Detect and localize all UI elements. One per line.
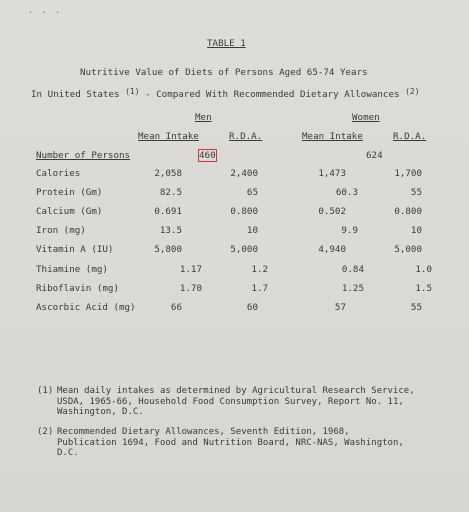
persons-men-value: 460 xyxy=(199,150,216,161)
row-label: Protein (Gm) xyxy=(36,187,103,199)
footnote-2-text: Recommended Dietary Allowances, Seventh Edition, 1968, Publication 1694, Food and Nutrition Board, NRC-NAS, Washington, D.C. xyxy=(57,427,404,458)
cell-men-mean: 5,800 xyxy=(154,244,182,256)
row-label: Riboflavin (mg) xyxy=(36,282,119,294)
cell-men-mean: 82.5 xyxy=(159,187,182,199)
cell-men-mean: 66 xyxy=(170,301,182,313)
footnote-ref-2: (2) xyxy=(405,87,420,96)
column-header-women-rda: R.D.A. xyxy=(393,131,427,142)
row-label: Calories xyxy=(36,168,81,179)
cell-women-mean: 4,940 xyxy=(318,244,346,256)
row-label: Calcium (Gm) xyxy=(36,206,103,218)
cell-women-rda: 5,000 xyxy=(394,244,422,256)
cell-men-rda: 10 xyxy=(246,225,258,237)
cell-women-rda: 1,700 xyxy=(394,168,422,179)
column-header-men-rda: R.D.A. xyxy=(229,131,263,142)
group-header-men: Men xyxy=(195,112,212,123)
cell-women-mean: 0.84 xyxy=(341,263,364,275)
table-label: TABLE 1 xyxy=(207,38,246,49)
footnote-2-number: (2) xyxy=(37,427,54,437)
cell-women-mean: 60.3 xyxy=(335,187,358,199)
scan-specks: · · · xyxy=(28,8,63,17)
cell-men-mean: 1.70 xyxy=(179,282,202,294)
row-label: Thiamine (mg) xyxy=(36,263,108,275)
persons-women-value: 624 xyxy=(366,150,383,161)
cell-women-mean: 1,473 xyxy=(318,168,346,179)
cell-women-mean: 9.9 xyxy=(341,225,358,237)
cell-men-rda: 65 xyxy=(246,187,258,199)
cell-women-rda: 10 xyxy=(410,225,422,237)
footnote-1-text: Mean daily intakes as determined by Agricultural Research Service, USDA, 1965-66, Household Food Consumption Survey, Report No. 11, Washington, D.C. xyxy=(57,386,415,417)
cell-men-rda: 1.7 xyxy=(251,282,268,294)
cell-women-mean: 57 xyxy=(334,301,346,313)
footnote-1-number: (1) xyxy=(37,386,54,396)
table-title-line1: Nutritive Value of Diets of Persons Aged 65-74 Years xyxy=(80,67,368,78)
cell-women-rda: 1.5 xyxy=(415,282,432,294)
cell-women-rda: 0.800 xyxy=(394,206,422,218)
row-label: Vitamin A (IU) xyxy=(36,244,114,256)
row-label: Ascorbic Acid (mg) xyxy=(36,301,136,313)
cell-men-mean: 13.5 xyxy=(159,225,182,237)
row-label: Iron (mg) xyxy=(36,225,86,237)
cell-women-mean: 0.502 xyxy=(318,206,346,218)
footnote-ref-1: (1) xyxy=(125,87,140,96)
cell-women-rda: 55 xyxy=(410,301,422,313)
cell-men-mean: 0.691 xyxy=(154,206,182,218)
cell-men-rda: 1.2 xyxy=(251,263,268,275)
column-header-women-mean: Mean Intake xyxy=(302,131,363,142)
group-header-women: Women xyxy=(352,112,380,123)
cell-women-rda: 55 xyxy=(410,187,422,199)
cell-men-rda: 2,400 xyxy=(230,168,258,179)
table-title-line2: In United States (1) - Compared With Recommended Dietary Allowances (2) xyxy=(31,87,420,100)
cell-women-rda: 1.0 xyxy=(415,263,432,275)
column-header-men-mean: Mean Intake xyxy=(138,131,199,142)
cell-men-rda: 0.800 xyxy=(230,206,258,218)
cell-women-mean: 1.25 xyxy=(341,282,364,294)
cell-men-mean: 2,058 xyxy=(154,168,182,179)
cell-men-rda: 60 xyxy=(246,301,258,313)
cell-men-rda: 5,000 xyxy=(230,244,258,256)
cell-men-mean: 1.17 xyxy=(179,263,202,275)
persons-label: Number of Persons xyxy=(36,150,131,161)
